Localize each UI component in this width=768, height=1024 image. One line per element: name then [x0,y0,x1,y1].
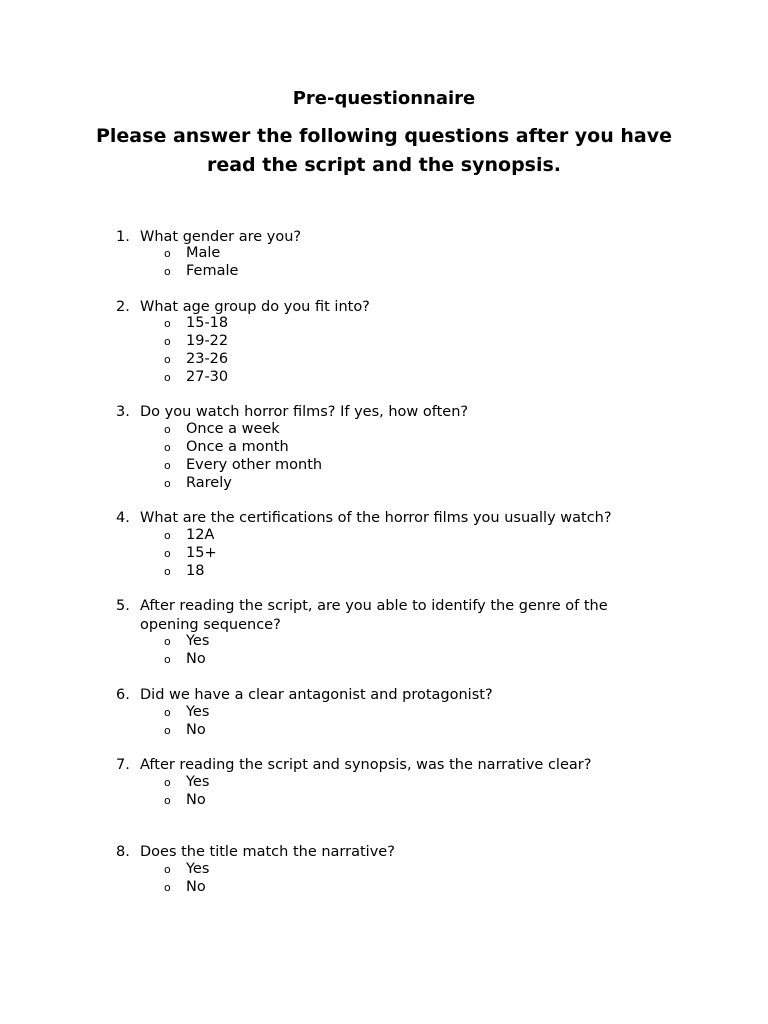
option-item [0,791,768,809]
option-label: No [186,792,206,808]
option-list [0,314,768,386]
option-item [0,562,768,580]
option-list [0,526,768,580]
option-label: Yes [186,704,210,720]
bullet-icon: o [164,653,171,666]
option-label: No [186,651,206,667]
option-item [0,632,768,650]
bullet-icon: o [164,247,171,260]
option-item [0,456,768,474]
option-label: Female [186,263,239,279]
option-item [0,878,768,896]
bullet-icon: o [164,863,171,876]
option-item [0,368,768,386]
option-item [0,650,768,668]
option-item [0,773,768,791]
option-item [0,262,768,280]
option-label: 18 [186,563,205,579]
option-item [0,244,768,262]
bullet-icon: o [164,706,171,719]
option-item [0,332,768,350]
bullet-icon: o [164,353,171,366]
option-item [0,860,768,878]
question-text: After reading the script and synopsis, was the narrative clear? [140,757,592,773]
option-list [0,703,768,739]
option-item [0,314,768,332]
option-item [0,438,768,456]
question-number: 4. [116,510,130,526]
option-label: 19-22 [186,333,229,349]
option-label: 15+ [186,545,217,561]
option-label: No [186,879,206,895]
option-item [0,474,768,492]
question-number: 1. [116,229,130,245]
option-list [0,773,768,809]
option-list [0,632,768,668]
option-label: 12A [186,527,215,543]
bullet-icon: o [164,529,171,542]
bullet-icon: o [164,881,171,894]
option-list [0,860,768,896]
option-list [0,420,768,492]
option-item [0,721,768,739]
option-label: 27-30 [186,369,229,385]
question-number: 6. [116,687,130,703]
bullet-icon: o [164,371,171,384]
option-item [0,703,768,721]
question-number: 3. [116,404,130,420]
bullet-icon: o [164,635,171,648]
option-list [0,244,768,280]
bullet-icon: o [164,794,171,807]
instructions-text: Please answer the following questions after you have read the script and the synopsis. [95,125,672,176]
option-label: Once a week [186,421,280,437]
question-text: What are the certifications of the horror films you usually watch? [140,510,612,526]
question-text: What age group do you fit into? [140,299,370,315]
option-label: Every other month [186,457,323,473]
bullet-icon: o [164,265,171,278]
bullet-icon: o [164,423,171,436]
option-label: Once a month [186,439,289,455]
option-label: Yes [186,633,210,649]
option-label: Yes [186,774,210,790]
option-label: 15-18 [186,315,229,331]
option-label: Rarely [186,475,232,491]
option-item [0,420,768,438]
bullet-icon: o [164,441,171,454]
question-number: 5. [116,598,130,614]
option-item [0,526,768,544]
bullet-icon: o [164,776,171,789]
bullet-icon: o [164,724,171,737]
bullet-icon: o [164,459,171,472]
page-title: Pre-questionnaire [292,88,476,109]
bullet-icon: o [164,317,171,330]
question-text: Do you watch horror films? If yes, how often? [140,404,469,420]
option-label: Yes [186,861,210,877]
question-text: Does the title match the narrative? [140,844,395,860]
question-number: 2. [116,299,130,315]
option-item [0,544,768,562]
option-label: 23-26 [186,351,229,367]
bullet-icon: o [164,335,171,348]
bullet-icon: o [164,547,171,560]
question-number: 8. [116,844,130,860]
option-label: Male [186,245,221,261]
question-text: What gender are you? [140,229,302,245]
bullet-icon: o [164,477,171,490]
question-number: 7. [116,757,130,773]
option-item [0,350,768,368]
question-text: Did we have a clear antagonist and protagonist? [140,687,493,703]
question-text: After reading the script, are you able to identify the genre of the opening sequence? [140,598,608,633]
bullet-icon: o [164,565,171,578]
option-label: No [186,722,206,738]
